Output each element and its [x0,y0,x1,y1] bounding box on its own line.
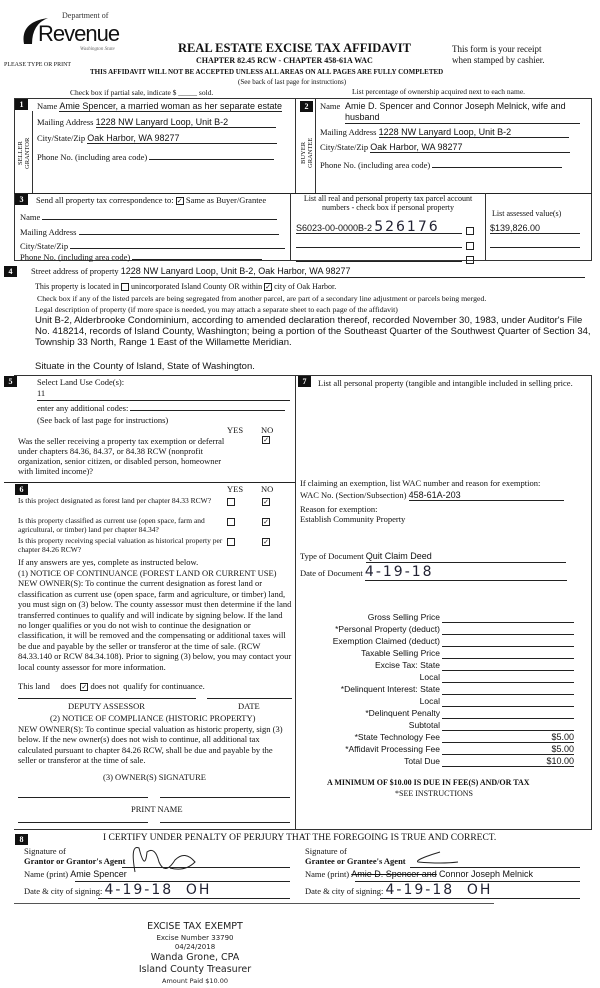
fee-value-field[interactable] [442,636,574,647]
warning-text: THIS AFFIDAVIT WILL NOT BE ACCEPTED UNLESS ALL AREAS ON ALL PAGES ARE FULLY COMPLETED [90,68,444,76]
section-4-badge: 4 [4,266,17,277]
fee-value-field[interactable] [442,708,574,719]
logo-sub-text: Washington State [80,47,115,52]
city-checkbox[interactable]: ✓ [265,283,272,292]
section-7-badge: 7 [298,376,311,387]
fee-value-field[interactable] [442,720,574,731]
grantee-struck-name: Amie D. Spencer and [351,869,437,879]
fee-value-field[interactable] [442,624,574,635]
seller-name-row: Name Amie Spencer, a married woman as her separate estate [37,101,283,111]
buyer-phone-field[interactable] [432,158,562,168]
historic-no-checkbox[interactable]: ✓ [263,538,269,547]
current-use-yes-checkbox[interactable] [227,518,235,526]
buyer-grantee-label: BUYER GRANTEE [300,137,314,169]
fee-value-field[interactable] [442,612,574,623]
land-use-code-field[interactable]: 11 [37,388,46,398]
fee-value-field[interactable] [442,660,574,671]
fee-label: Subtotal [408,720,440,730]
personal-property-checkbox-2[interactable] [466,242,474,250]
document-type-field[interactable]: Quit Claim Deed [366,551,566,563]
section-6-badge: 6 [15,484,28,495]
fee-label: Local [419,696,440,706]
assessed-value-field[interactable]: $139,826.00 [490,223,580,234]
seller-phone-field[interactable] [149,150,274,160]
see-back-note: (See back of last page for instructions) [238,78,347,86]
parcel-number-field[interactable]: S6023-00-0000B-2 [296,223,373,233]
parcel-row-1 [296,219,462,235]
fee-label: *State Technology Fee [354,732,440,742]
buyer-city-field[interactable]: Oak Harbor, WA 98277 [370,142,570,153]
receipt-note: This form is your receipt [452,44,542,54]
situate-text: Situate in the County of Island, State of Washington. [35,361,255,372]
minimum-due-note: A MINIMUM OF $10.00 IS DUE IN FEE(S) AND/OR TAX [327,778,530,787]
notice-of-continuance: (1) NOTICE OF CONTINUANCE (FOREST LAND OR CURRENT USE) NEW OWNER(S): To continue the current designation as forest land or classification as current use (open space, farm and agriculture, or timber) land, you must sign on (3) below. The county assessor must then determine if the land transferred continues to qualify and will indicate by signing below. If the land no longer qualifies or you do not wish to continue the designation or classification, it will be removed and the compensating or additional taxes will be due and payable by the seller or transferor at the time of sale. (RCW 84.33.140 or RCW 84.34.108). Prior to signing (3) below, you may contact your local county assessor for more information. [18,568,292,672]
seller-name-field[interactable]: Amie Spencer, a married woman as her separate estate [59,101,283,111]
segregated-note: Check box if any of the listed parcels are being segregated from another parcel, are part of a secondary line adjustment or parcels being merged. [37,294,487,303]
fee-label: Total Due [404,756,440,766]
exemption-no-checkbox[interactable]: ✓ [263,436,269,445]
document-date-field[interactable]: 4-19-18 [365,564,567,581]
same-as-buyer-checkbox[interactable]: ✓ [176,197,183,206]
grantee-city-field[interactable]: OH [466,882,493,898]
parcel-handwritten: 526176 [374,219,440,235]
fee-label: *Affidavit Processing Fee [345,744,440,754]
forest-yes-checkbox[interactable] [227,498,235,506]
seller-grantor-label: SELLER GRANTOR [17,137,31,169]
assessed-header: List assessed value(s) [492,209,562,218]
notice-of-compliance: NEW OWNER(S): To continue special valuation as historic property, sign (3) below. If the new owner(s) does not wish to continue, all additional tax calculated pursuant to chapter 84.26 RCW, shall be due and payable by the seller or transferor at the time of sale. [18,724,283,766]
legal-description[interactable]: Unit B-2, Alderbrooke Condominium, according to amended declaration thereof, recorded November 30, 1983, under Auditor's File No. 418214, records of Island County, Washington; being a portion of the Southeast Quarter of the Southwest Quarter of Section 34, Township 33 North, Range 1 East of the Willamette Meridian. [35,315,591,348]
wac-number-field[interactable]: 458-61A-203 [409,490,564,501]
fee-value-field[interactable]: $5.00 [442,732,574,743]
fee-label: Gross Selling Price [367,612,440,622]
correspondence-address-field[interactable] [79,226,279,235]
fee-value-field[interactable]: $5.00 [442,744,574,755]
fee-label: *Delinquent Interest: State [340,684,440,694]
grantor-signature[interactable] [125,842,215,876]
owner-signature-line[interactable] [18,797,148,798]
fee-label: *Personal Property (deduct) [335,624,440,634]
form-subtitle: CHAPTER 82.45 RCW - CHAPTER 458-61A WAC [196,56,373,65]
grantor-date-field[interactable]: 4-19-18 [104,882,174,898]
fee-value-field[interactable] [442,684,574,695]
section-1-badge: 1 [15,99,28,110]
does-not-checkbox[interactable]: ✓ [81,683,88,692]
fee-label: Taxable Selling Price [361,648,440,658]
exemption-reason-field[interactable]: Establish Community Property [300,514,406,524]
historic-yes-checkbox[interactable] [227,538,235,546]
please-type: PLEASE TYPE OR PRINT [4,62,72,68]
fee-label: Excise Tax: State [374,660,440,670]
seller-city-field[interactable]: Oak Harbor, WA 98277 [87,133,277,144]
grantee-date-field[interactable]: 4-19-18 [385,882,455,898]
street-address-field[interactable]: 1228 NW Lanyard Loop, Unit B-2, Oak Harbor, WA 98277 [120,266,351,276]
current-use-no-checkbox[interactable]: ✓ [263,518,269,527]
additional-codes-field[interactable] [130,403,285,411]
personal-property-checkbox-1[interactable] [466,227,474,235]
correspondence-name-field[interactable] [42,211,277,220]
logo-top-text: Department of [62,11,109,20]
personal-property-checkbox-3[interactable] [466,256,474,264]
parcel-header: List all real and personal property tax parcel account numbers - check box if personal property [303,194,473,212]
unincorporated-checkbox[interactable] [121,283,129,291]
fee-value-field[interactable] [442,696,574,707]
fee-label: *Delinquent Penalty [365,708,440,718]
buyer-name-field[interactable]: Amie D. Spencer and Connor Joseph Melnick, wife and husband [345,101,580,124]
section-2-badge: 2 [300,101,313,112]
section-3-badge: 3 [15,194,28,205]
buyer-address-field[interactable]: 1228 NW Lanyard Loop, Unit B-2 [379,127,569,138]
section-5-badge: 5 [4,376,17,387]
forest-no-checkbox[interactable]: ✓ [263,498,269,507]
certify-statement: I CERTIFY UNDER PENALTY OF PERJURY THAT THE FOREGOING IS TRUE AND CORRECT. [103,833,497,843]
receipt-note-2: when stamped by cashier. [452,55,545,65]
exemption-question: Was the seller receiving a property tax exemption or deferral under chapters 84.36, 84.37, or 84.38 RCW (nonprofit organization, senior citizen, or disabled person, homeowner with limited income)? [18,436,225,476]
fee-label: Local [419,672,440,682]
fee-value-field[interactable] [442,672,574,683]
fee-value-field[interactable] [442,648,574,659]
personal-property-label: List all personal property (tangible and intangible included in selling price. [318,378,573,388]
grantor-name-field[interactable]: Amie Spencer [70,869,127,879]
seller-address-field[interactable]: 1228 NW Lanyard Loop, Unit B-2 [96,117,276,128]
grantee-name-field[interactable]: Connor Joseph Melnick [438,869,533,879]
fee-value-field[interactable]: $10.00 [442,756,574,767]
grantor-city-field[interactable]: OH [185,882,212,898]
fee-label: Exemption Claimed (deduct) [332,636,440,646]
correspondence-phone-field[interactable] [132,255,262,260]
form-title: REAL ESTATE EXCISE TAX AFFIDAVIT [178,41,411,55]
percentage-note: List percentage of ownership acquired next to each name. [352,87,526,96]
grantee-signature[interactable] [412,850,462,866]
correspondence-city-field[interactable] [70,240,285,249]
partial-sale-note: Check box if partial sale, indicate $ _____ sold. [70,88,214,97]
legal-label: Legal description of property (if more space is needed, you may attach a separate sheet to each page of the affidavit) [35,305,398,314]
section-8-badge: 8 [15,834,28,845]
logo-main-text: Revenue [38,21,120,46]
